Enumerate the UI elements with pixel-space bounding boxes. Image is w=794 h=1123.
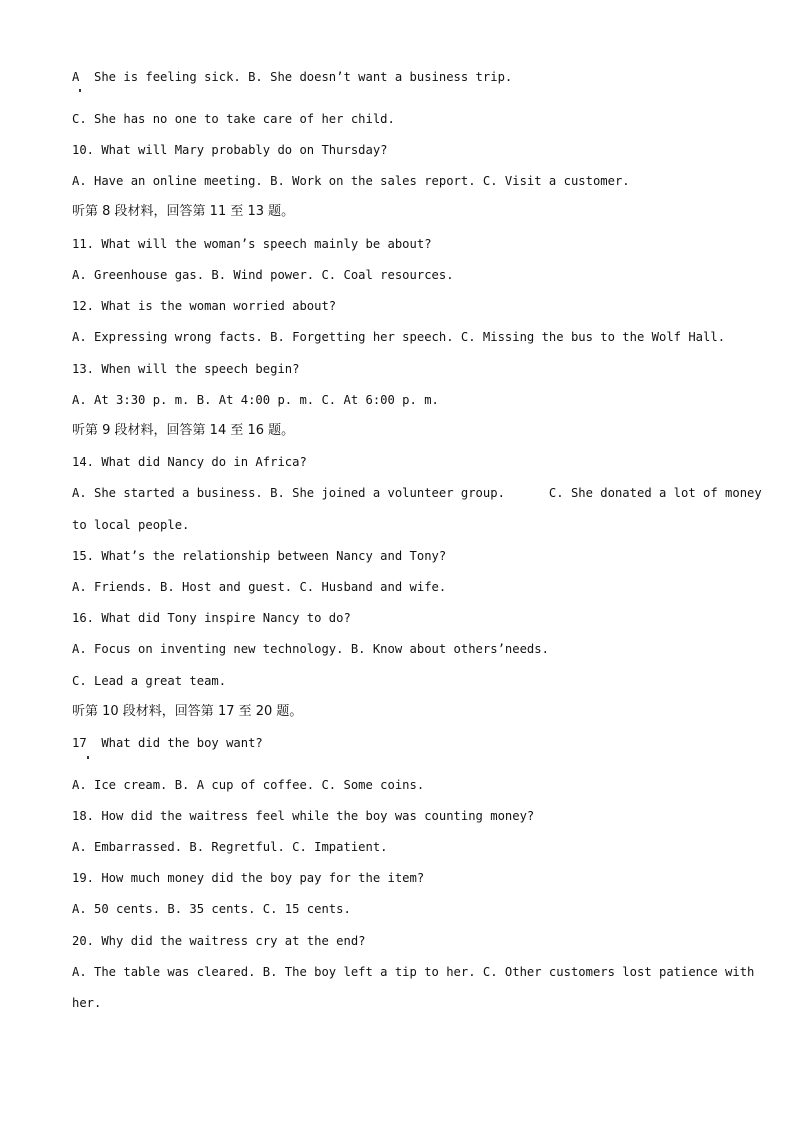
stray-mark: [79, 89, 81, 92]
question-16: 16. What did Tony inspire Nancy to do?: [72, 611, 351, 625]
q13-options: A. At 3:30 p. m. B. At 4:00 p. m. C. At 6:00 p. m.: [72, 393, 439, 407]
q20-options-line-1: A. The table was cleared. B. The boy left a tip to her. C. Other customers lost patience with: [72, 965, 755, 979]
q16-options-line-2: C. Lead a great team.: [72, 674, 227, 688]
q10-options: A. Have an online meeting. B. Work on the sales report. C. Visit a customer.: [72, 174, 630, 188]
q12-options: A. Expressing wrong facts. B. Forgetting her speech. C. Missing the bus to the Wolf Hall.: [72, 330, 726, 344]
q17-options: A. Ice cream. B. A cup of coffee. C. Some coins.: [72, 778, 425, 792]
question-14: 14. What did Nancy do in Africa?: [72, 455, 307, 469]
question-19: 19. How much money did the boy pay for the item?: [72, 871, 425, 885]
question-15: 15. What’s the relationship between Nancy and Tony?: [72, 549, 447, 563]
question-11: 11. What will the woman’s speech mainly be about?: [72, 237, 432, 251]
q11-options: A. Greenhouse gas. B. Wind power. C. Coal resources.: [72, 268, 454, 282]
q15-options: A. Friends. B. Host and guest. C. Husband and wife.: [72, 580, 447, 594]
question-20: 20. Why did the waitress cry at the end?: [72, 934, 366, 948]
question-10: 10. What will Mary probably do on Thursday?: [72, 143, 388, 157]
question-17: 17 What did the boy want?: [72, 736, 263, 750]
section-10-heading: 听第 10 段材料，回答第 17 至 20 题。: [72, 704, 303, 719]
q9-options-line-2: C. She has no one to take care of her child.: [72, 112, 395, 126]
q14-options-line-2: to local people.: [72, 518, 190, 532]
question-13: 13. When will the speech begin?: [72, 362, 300, 376]
q14-options-line-1: A. She started a business. B. She joined a volunteer group. C. She donated a lot of money: [72, 486, 762, 500]
q16-options-line-1: A. Focus on inventing new technology. B. Know about others’needs.: [72, 642, 549, 656]
section-9-heading: 听第 9 段材料，回答第 14 至 16 题。: [72, 423, 295, 438]
q9-options-line-1: A She is feeling sick. B. She doesn’t want a business trip.: [72, 70, 513, 84]
section-8-heading: 听第 8 段材料，回答第 11 至 13 题。: [72, 204, 295, 219]
question-12: 12. What is the woman worried about?: [72, 299, 337, 313]
q19-options: A. 50 cents. B. 35 cents. C. 15 cents.: [72, 902, 351, 916]
q20-options-line-2: her.: [72, 996, 102, 1010]
stray-mark: [87, 756, 89, 759]
q18-options: A. Embarrassed. B. Regretful. C. Impatient.: [72, 840, 388, 854]
question-18: 18. How did the waitress feel while the boy was counting money?: [72, 809, 535, 823]
